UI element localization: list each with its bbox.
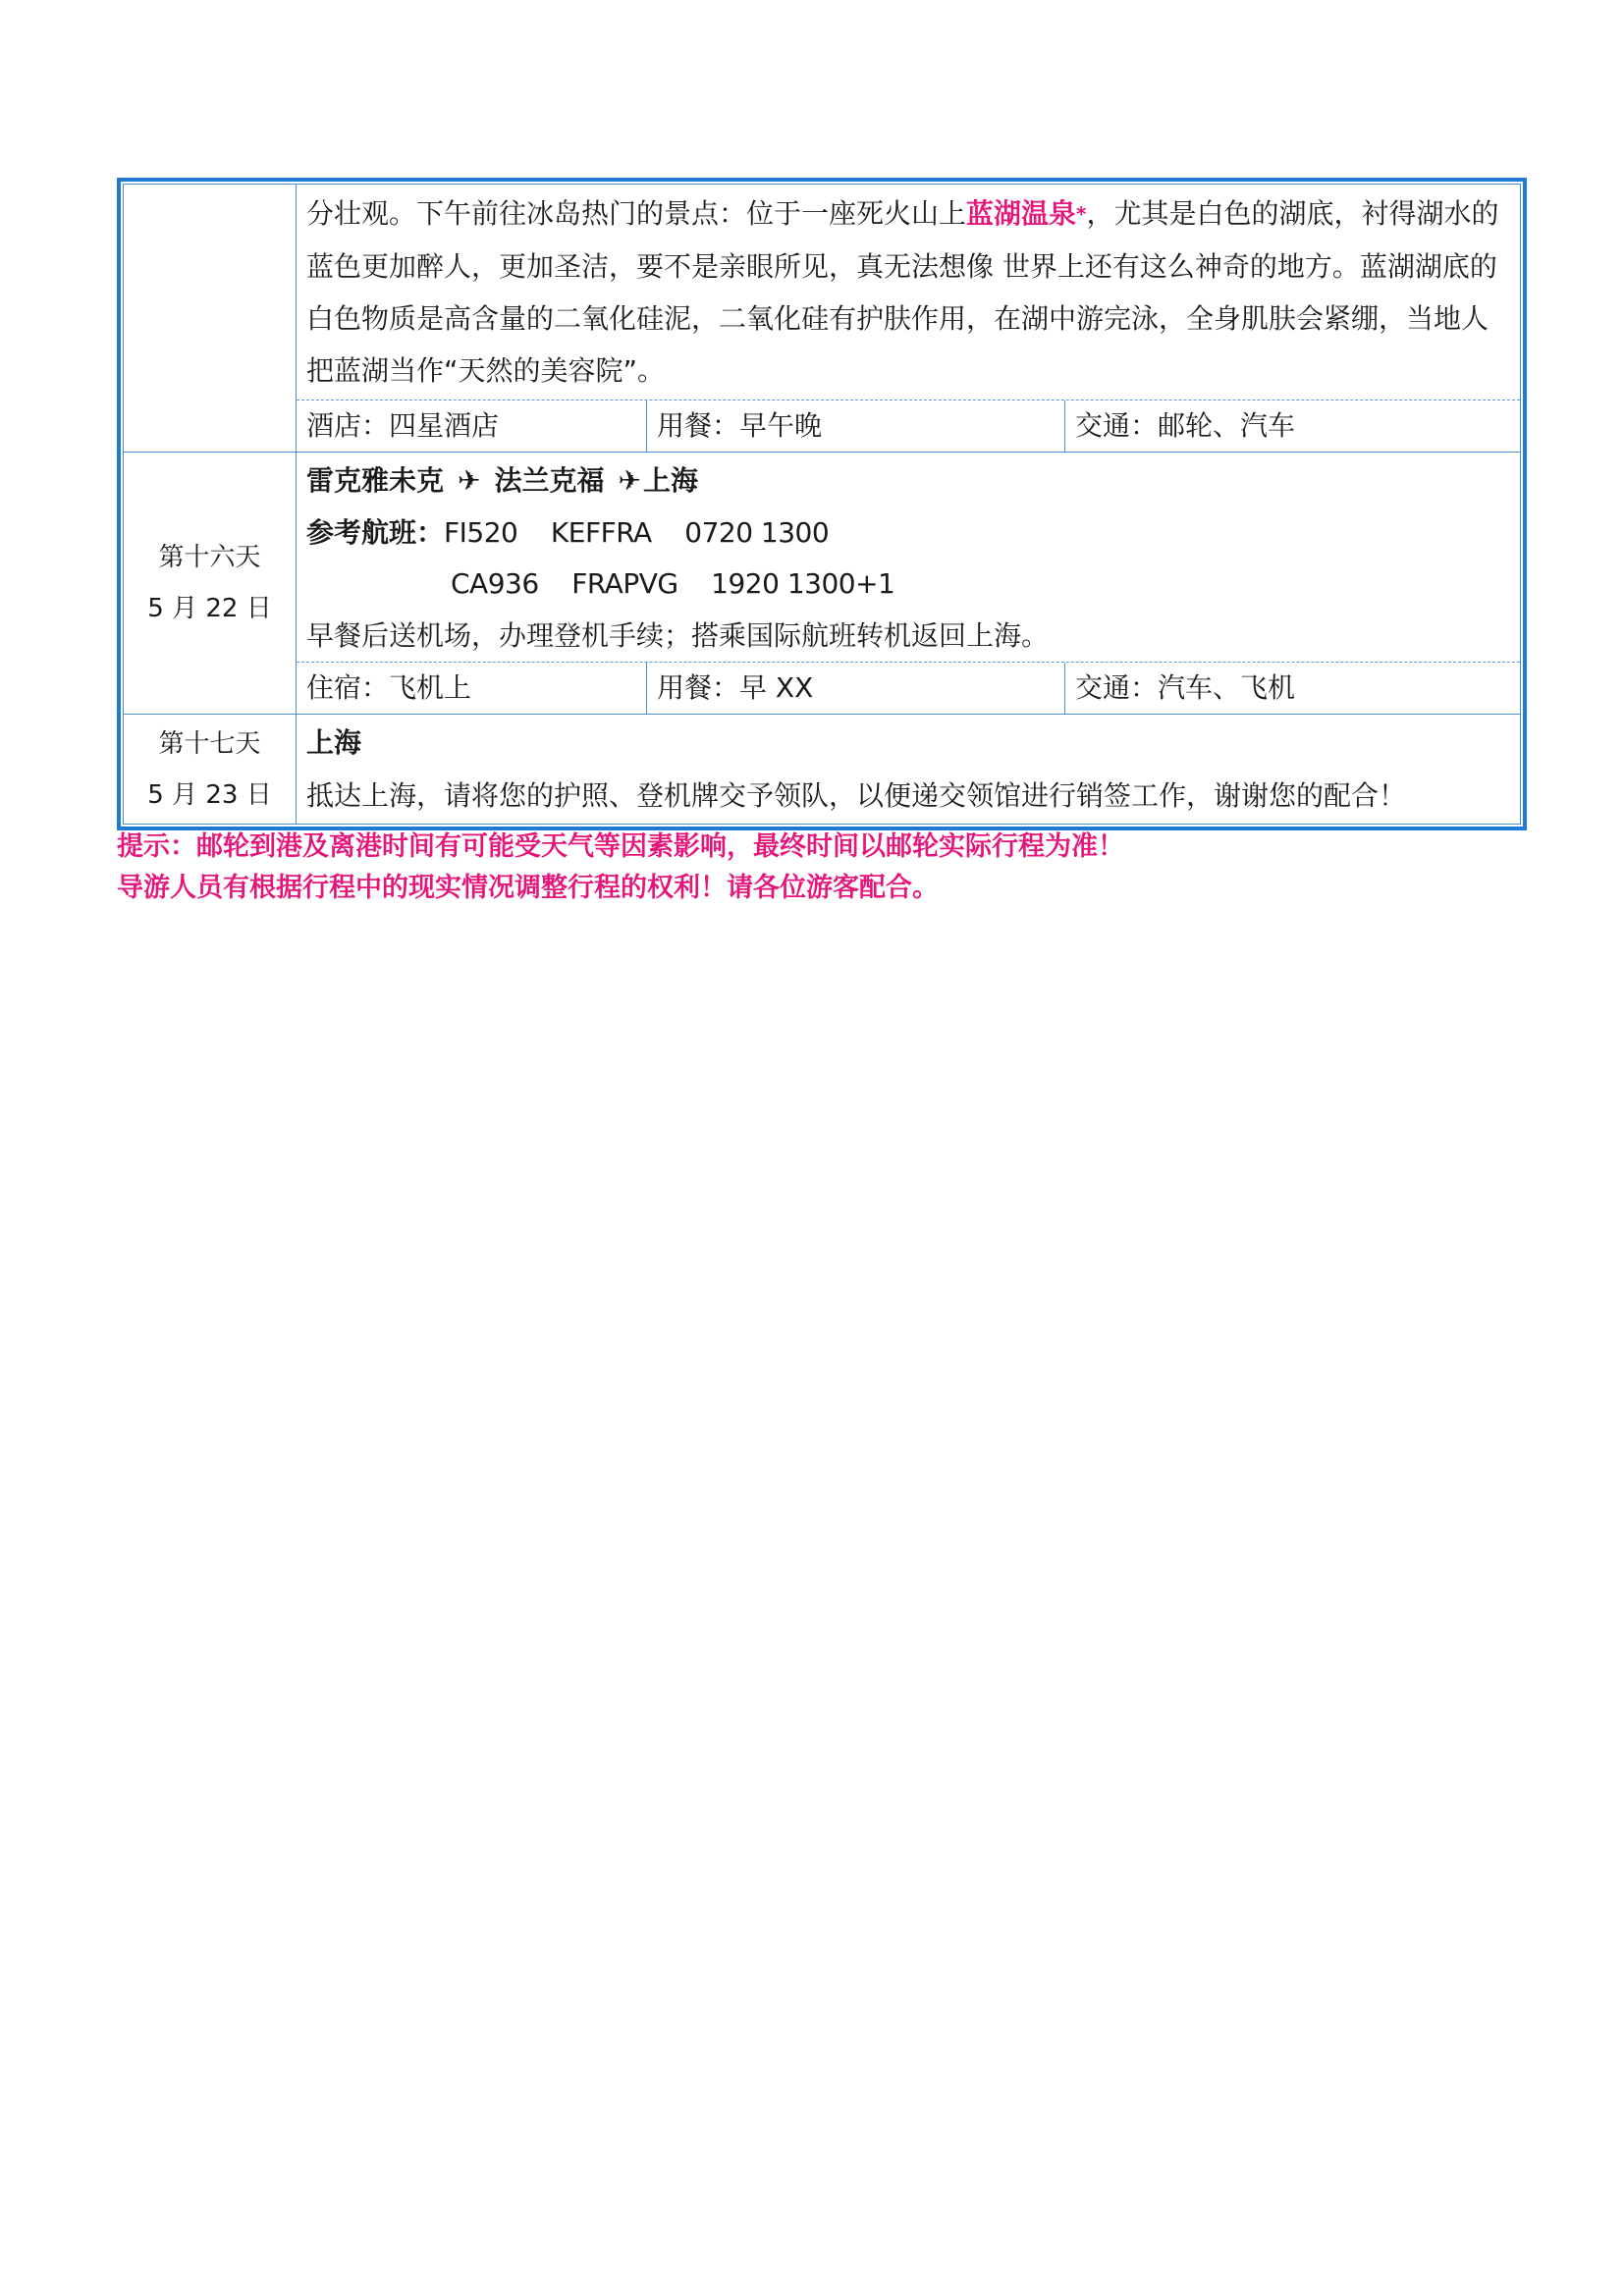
route-transfer: 法兰克福 <box>494 464 605 497</box>
flight-line-1 <box>297 507 1520 559</box>
day15-content-cell <box>297 185 1521 453</box>
day16-date: 5 月 22 日 <box>147 594 272 623</box>
day15-row <box>124 185 1521 453</box>
day15-description <box>297 185 1520 400</box>
day17-day: 第十七天 <box>158 728 261 759</box>
day15-label-cell <box>124 185 297 453</box>
day16-meals: 用餐：早 XX <box>647 663 1065 714</box>
star-marker: * <box>1076 202 1087 226</box>
day15-text-after: ，尤其是白色的湖底，衬得湖水的蓝色更加醉人，更加圣洁，要不是亲眼所见，真无法想像 世界上还有这么神奇的地方。蓝湖湖底的白色物质是高含量的二氧化硅泥，二氧化硅有护肤作用，在湖中游完泳，全身肌肤会紧绷，当地人把蓝湖当作“天然的美容院”。 <box>306 197 1499 387</box>
day16-content-cell <box>297 453 1521 715</box>
route-origin: 雷克雅未克 <box>306 464 445 497</box>
plane-icon: ✈ <box>458 464 481 497</box>
day16-description: 早餐后送机场，办理登机手续；搭乘国际航班转机返回上海。 <box>306 619 1050 652</box>
itinerary-frame <box>117 178 1527 830</box>
day17-label-cell <box>124 715 297 825</box>
flight-1: FI520 KEFFRA 0720 1300 <box>444 516 830 549</box>
day16-stay: 住宿：飞机上 <box>297 663 647 714</box>
day15-hotel: 酒店：四星酒店 <box>297 400 647 452</box>
day16-day: 第十六天 <box>158 543 261 572</box>
notice-line-1: 提示：邮轮到港及离港时间有可能受天气等因素影响，最终时间以邮轮实际行程为准！ <box>117 831 1124 862</box>
day17-date: 5 月 23 日 <box>147 779 272 810</box>
day17-content-cell <box>297 715 1521 825</box>
day15-meals: 用餐：早午晚 <box>647 400 1065 452</box>
day16-label-cell <box>124 453 297 715</box>
plane-icon: ✈ <box>618 464 641 497</box>
day16-route <box>297 453 1520 507</box>
day17-description: 抵达上海，请将您的护照、登机牌交予领队，以便递交领馆进行销签工作，谢谢您的配合！ <box>306 779 1407 812</box>
flight-line-2 <box>297 559 1520 610</box>
itinerary-table <box>123 184 1521 825</box>
day15-info-row <box>297 400 1520 452</box>
route-destination: 上海 <box>642 464 698 497</box>
day15-text-before: 分壮观。下午前往冰岛热门的景点：位于一座死火山上 <box>306 197 967 230</box>
day16-transport: 交通：汽车、飞机 <box>1075 671 1296 704</box>
day16-info-row <box>297 662 1520 714</box>
blue-lagoon-highlight: 蓝湖温泉 <box>966 197 1077 230</box>
day17-row <box>124 715 1521 825</box>
flight-2: CA936 FRAPVG 1920 1300+1 <box>451 567 895 600</box>
day15-transport: 交通：邮轮、汽车 <box>1075 409 1296 442</box>
day17-title: 上海 <box>306 726 362 759</box>
day16-row <box>124 453 1521 715</box>
flight-label: 参考航班： <box>306 516 445 549</box>
notice-line-2: 导游人员有根据行程中的现实情况调整行程的权利！请各位游客配合。 <box>117 873 939 903</box>
